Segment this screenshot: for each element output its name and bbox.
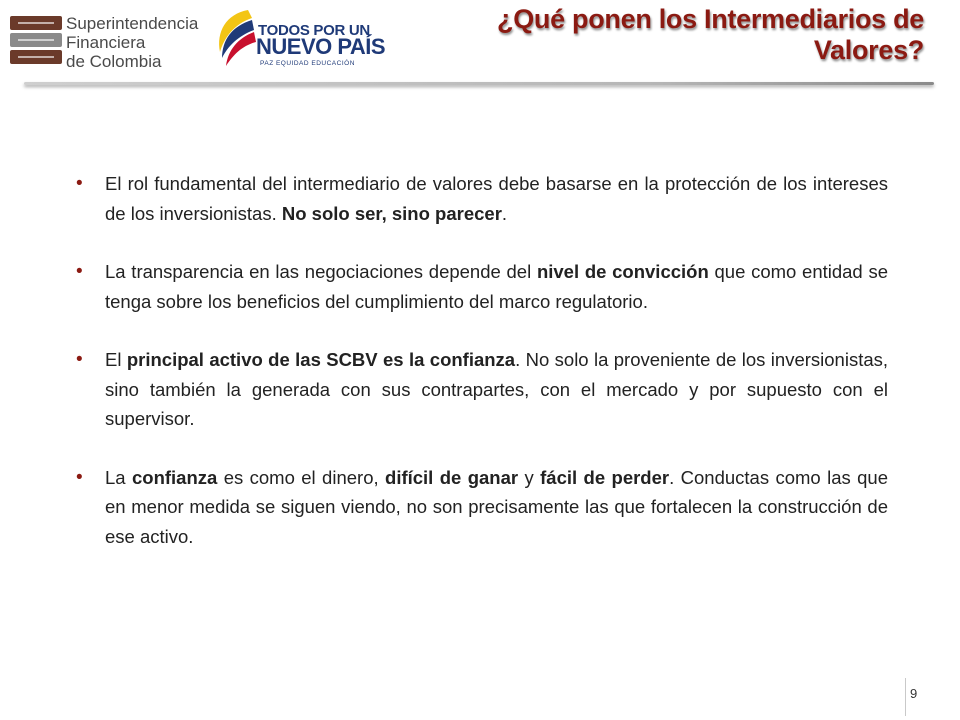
sfc-name (66, 14, 198, 71)
gov-tagline: PAZ EQUIDAD EDUCACIÓN (260, 60, 355, 67)
colombia-swoosh-icon (212, 8, 258, 70)
slide-header (0, 0, 960, 96)
bullet-item (76, 345, 888, 434)
bullet-segment: es como el dinero, (217, 466, 386, 488)
bullet-emphasis: nivel de convicción (536, 261, 709, 282)
bullet-list (76, 169, 888, 580)
header-divider (24, 82, 934, 85)
government-logo (212, 8, 386, 72)
bullet-emphasis: fácil de perder (540, 466, 670, 488)
sfc-emblem-icon (8, 12, 64, 68)
bullet-segment: . Conductas como las que en menor medida se siguen viendo, no son precisamente las que fortalecen la construcción de ese activo. (105, 466, 888, 547)
bullet-dot-icon: • (76, 349, 83, 370)
bullet-text (105, 467, 888, 547)
page-number: 9 (910, 686, 918, 701)
slide-title: ¿Qué ponen los Intermediarios de Valores? (497, 4, 924, 65)
bullet-segment: La transparencia en las negociaciones depende del (105, 261, 537, 282)
sfc-name-line: Financiera (66, 33, 146, 52)
bullet-item (76, 463, 888, 552)
bullet-emphasis: difícil de ganar (385, 466, 519, 488)
sfc-name-line: Superintendencia (66, 14, 199, 33)
bullet-segment: . (501, 202, 508, 224)
bullet-dot-icon: • (76, 173, 83, 194)
gov-slogan-line1: TODOS POR UN (258, 22, 370, 39)
bullet-text (105, 173, 888, 224)
bullet-emphasis: No solo ser, sino parecer (281, 202, 502, 224)
bullet-item (76, 169, 888, 228)
bullet-item (76, 257, 888, 316)
bullet-emphasis: confianza (131, 466, 218, 488)
bullet-text (105, 261, 888, 312)
bullet-segment: . No solo la proveniente de los inversionistas, sino también la generada con sus contrapartes, con el mercado y por supuesto con el supervisor. (105, 349, 889, 429)
bullet-segment: El rol fundamental del intermediario de valores debe basarse en la protección de los intereses de los inversionistas. (105, 173, 888, 224)
gov-slogan-line2: NUEVO PAÍS (256, 34, 386, 59)
sfc-logo (8, 10, 208, 70)
bullet-emphasis: principal activo de las SCBV es la confianza (126, 349, 516, 370)
bullet-dot-icon: • (76, 261, 83, 282)
page-number-divider (905, 678, 906, 716)
bullet-segment: y (518, 466, 541, 488)
bullet-segment: El (105, 349, 127, 370)
bullet-segment: La (105, 466, 132, 488)
sfc-name-line: de Colombia (66, 52, 162, 71)
bullet-dot-icon: • (76, 466, 83, 488)
bullet-segment: que como entidad se tenga sobre los beneficios del cumplimiento del marco regulatorio. (105, 261, 888, 312)
bullet-text (105, 349, 888, 429)
